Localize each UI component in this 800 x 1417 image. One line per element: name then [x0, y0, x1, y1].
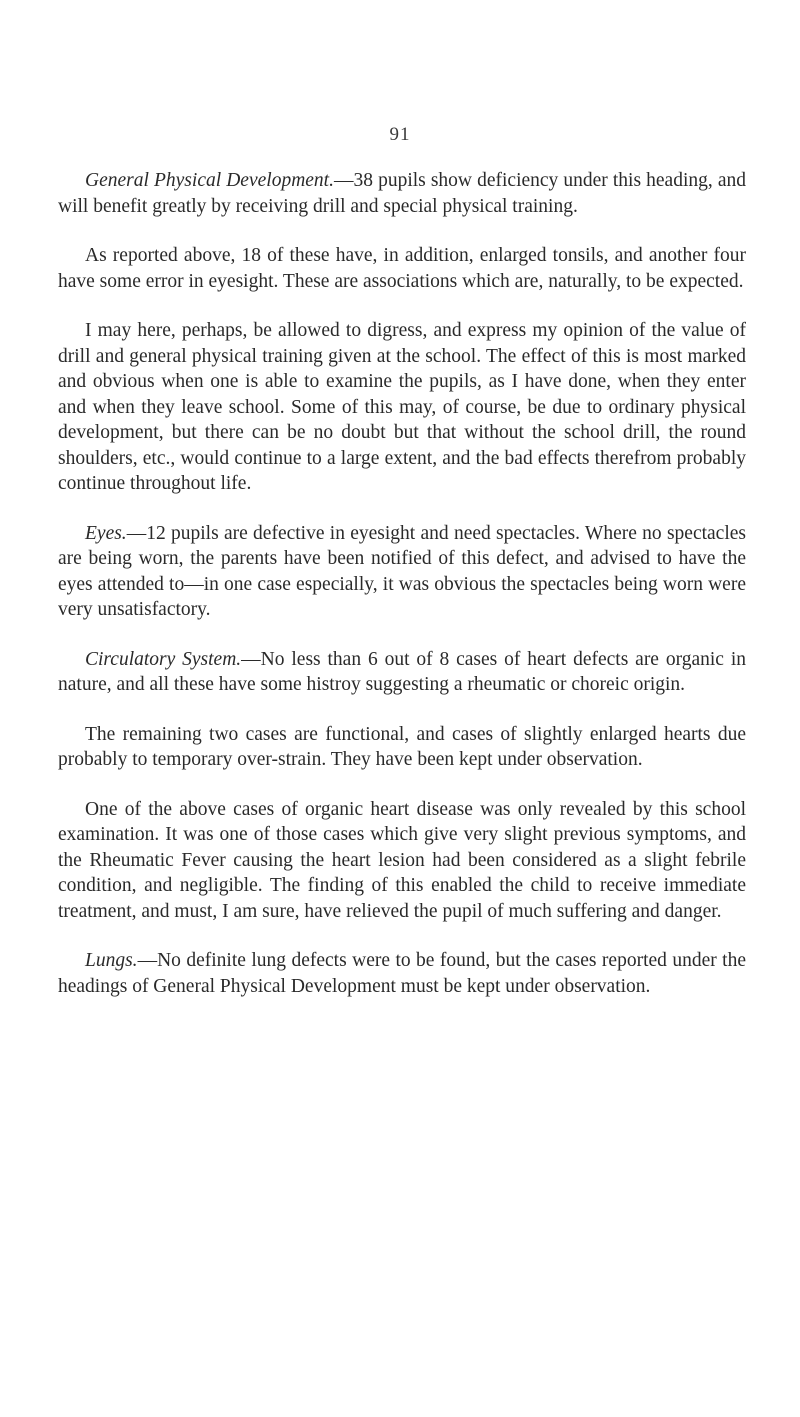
body-text: [58, 168, 746, 1023]
paragraph-organic-heart-case: [58, 797, 746, 925]
section-heading: Circulatory System.: [85, 648, 242, 670]
paragraph-lungs: [58, 948, 746, 999]
paragraph-text: —No less than 6 out of 8 cases of heart defects are organic in nature, and all these have some histroy suggesting a rheumatic or choreic origin.: [58, 648, 746, 695]
paragraph-circulatory-system: [58, 647, 746, 698]
paragraph-text: —38 pupils show deficiency under this heading, and will benefit greatly by receiving drill and special physical training.: [58, 170, 747, 217]
section-heading: Lungs.: [85, 950, 138, 971]
paragraph-general-physical-development: [58, 168, 746, 219]
paragraph-text: I may here, perhaps, be allowed to digress, and express my opinion of the value of drill and general physical training given at the school. The effect of this is most marked and obvious when one is able to examine the pupils, as I have done, when they enter and when they leave school. Some of this may, of course, be due to ordinary physical development, but there can be no doubt but that without the school drill, the round shoulders, etc., would continue to a large extent, and the bad effects therefrom probably continue throughout life.: [58, 320, 746, 494]
paragraph-text: As reported above, 18 of these have, in addition, enlarged tonsils, and another four have some error in eyesight. These are associations which are, naturally, to be expected.: [58, 245, 746, 292]
section-heading: General Physical Development.: [85, 170, 334, 191]
page-number: 91: [389, 124, 411, 145]
paragraph-associations: [58, 243, 746, 294]
paragraph-text: —No definite lung defects were to be found, but the cases reported under the headings of General Physical Development must be kept under observation.: [58, 950, 746, 997]
paragraph-text: The remaining two cases are functional, and cases of slightly enlarged hearts due probably to temporary over-strain. They have been kept under observation.: [58, 723, 746, 770]
paragraph-text: —12 pupils are defective in eyesight and need spectacles. Where no spectacles are being worn, the parents have been notified of this defect, and advised to have the eyes attended to—in one case especially, it was obvious the spectacles being worn were very unsatisfactory.: [58, 522, 746, 620]
paragraph-functional-cases: [58, 722, 746, 773]
paragraph-eyes: [58, 521, 746, 623]
paragraph-drill-opinion: [58, 318, 746, 497]
section-heading: Eyes.: [85, 522, 127, 544]
paragraph-text: One of the above cases of organic heart disease was only revealed by this school examination. It was one of those cases which give very slight previous symptoms, and the Rheumatic Fever causing the heart lesion had been considered as a slight febrile condition, and negligible. The finding of this enabled the child to receive immediate treatment, and must, I am sure, have relieved the pupil of much suffering and danger.: [58, 798, 746, 922]
